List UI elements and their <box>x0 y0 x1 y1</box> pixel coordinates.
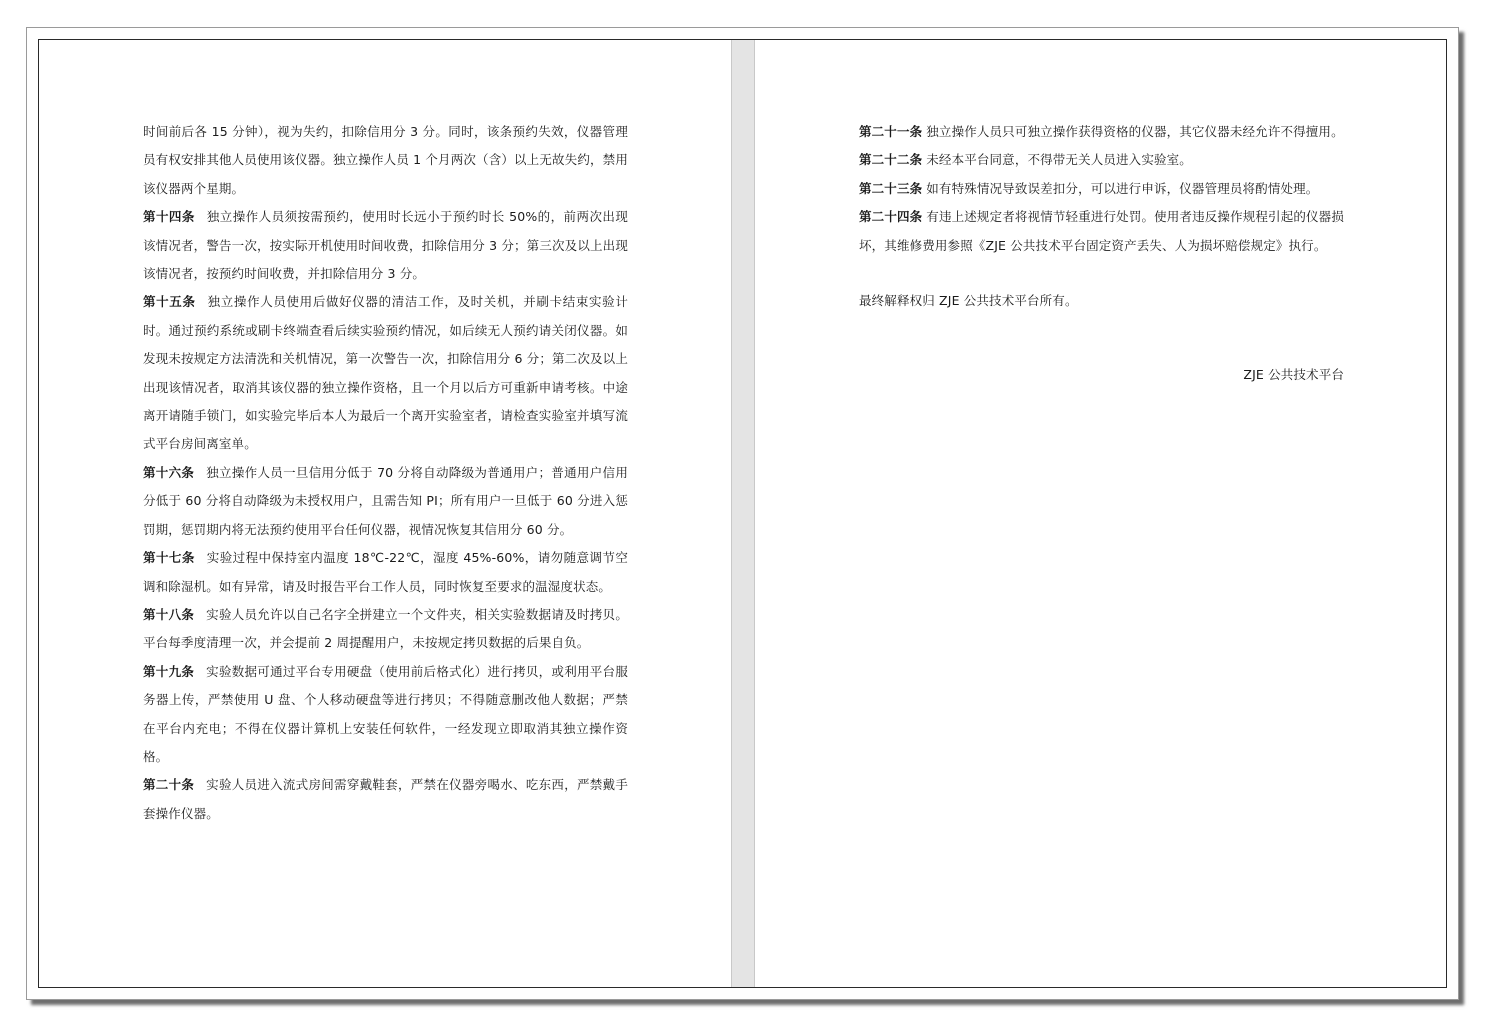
article-text: 独立操作人员使用后做好仪器的清洁工作，及时关机，并刷卡结束实验计时。通过预约系统或刷卡终端查看后续实验预约情况，如后续无人预约请关闭仪器。如发现未按规定方法清洗和关机情况，第一次警告一次，扣除信用分 6 分；第二次及以上出现该情况者，取消其该仪器的独立操作资格，且一个月以后方可重新申请考核。中途离开请随手锁门，如实验完毕后本人为最后一个离开实验室者，请检查实验室并填写流式平台房间离室单。 <box>143 294 628 452</box>
left-page-content <box>143 118 628 828</box>
article-label: 第十六条 <box>143 464 195 480</box>
article-17 <box>143 544 628 601</box>
page-gutter <box>731 40 755 987</box>
article-label: 第二十三条 <box>859 180 923 196</box>
article-text: 独立操作人员只可独立操作获得资格的仪器，其它仪器未经允许不得擅用。 <box>926 124 1344 139</box>
article-text: 独立操作人员须按需预约，使用时长远小于预约时长 50%的，前两次出现该情况者，警告一次，按实际开机使用时间收费，扣除信用分 3 分；第三次及以上出现该情况者，按预约时间收费，并扣除信用分 3 分。 <box>143 209 628 282</box>
article-label: 第十八条 <box>143 606 195 622</box>
article-22 <box>859 146 1344 174</box>
article-label: 第十九条 <box>143 663 195 679</box>
intro-paragraph: 时间前后各 15 分钟），视为失约，扣除信用分 3 分。同时，该条预约失效，仪器管理员有权安排其他人员使用该仪器。独立操作人员 1 个月两次（含）以上无故失约，禁用该仪器两个星期。 <box>143 124 628 196</box>
final-note: 最终解释权归 ZJE 公共技术平台所有。 <box>859 293 1078 309</box>
article-21 <box>859 118 1344 146</box>
article-text: 有违上述规定者将视情节轻重进行处罚。使用者违反操作规程引起的仪器损坏，其维修费用参照《ZJE 公共技术平台固定资产丢失、人为损坏赔偿规定》执行。 <box>859 209 1344 253</box>
article-text: 实验人员允许以自己名字全拼建立一个文件夹，相关实验数据请及时拷贝。平台每季度清理一次，并会提前 2 周提醒用户，未按规定拷贝数据的后果自负。 <box>143 606 628 651</box>
article-18 <box>143 601 628 658</box>
article-label: 第二十条 <box>143 777 195 793</box>
two-page-spread <box>38 39 1447 988</box>
document-sheet <box>26 27 1459 1000</box>
article-text: 实验人员进入流式房间需穿戴鞋套，严禁在仪器旁喝水、吃东西，严禁戴手套操作仪器。 <box>143 777 628 821</box>
article-text: 实验过程中保持室内温度 18℃-22℃，湿度 45%-60%，请勿随意调节空调和除湿机。如有异常，请及时报告平台工作人员，同时恢复至要求的温湿度状态。 <box>143 550 628 594</box>
signature: ZJE 公共技术平台 <box>1243 367 1344 383</box>
article-23 <box>859 175 1344 203</box>
right-page-content <box>859 118 1344 390</box>
article-14 <box>143 203 628 288</box>
article-text: 未经本平台同意，不得带无关人员进入实验室。 <box>926 152 1192 168</box>
article-24 <box>859 203 1344 260</box>
article-label: 第二十四条 <box>859 209 923 225</box>
article-19 <box>143 658 628 772</box>
article-label: 第二十二条 <box>859 152 923 168</box>
article-15 <box>143 288 628 458</box>
right-page <box>755 40 1446 987</box>
left-page <box>39 40 731 987</box>
article-text: 如有特殊情况导致误差扣分，可以进行申诉，仪器管理员将酌情处理。 <box>926 180 1319 196</box>
article-label: 第十五条 <box>143 294 196 310</box>
article-label: 第二十一条 <box>859 124 923 139</box>
article-20 <box>143 771 628 828</box>
article-text: 实验数据可通过平台专用硬盘（使用前后格式化）进行拷贝，或利用平台服务器上传，严禁使用 U 盘、个人移动硬盘等进行拷贝；不得随意删改他人数据；严禁在平台内充电；不得在仪器计算机上安装任何软件，一经发现立即取消其独立操作资格。 <box>143 663 628 764</box>
spacer <box>859 260 1344 287</box>
article-text: 独立操作人员一旦信用分低于 70 分将自动降级为普通用户；普通用户信用分低于 60 分将自动降级为未授权用户，且需告知 PI；所有用户一旦低于 60 分进入惩罚期，惩罚期内将无法预约使用平台任何仪器，视情况恢复其信用分 60 分。 <box>143 464 628 537</box>
article-label: 第十七条 <box>143 550 195 566</box>
article-label: 第十四条 <box>143 209 195 225</box>
article-16 <box>143 459 628 544</box>
